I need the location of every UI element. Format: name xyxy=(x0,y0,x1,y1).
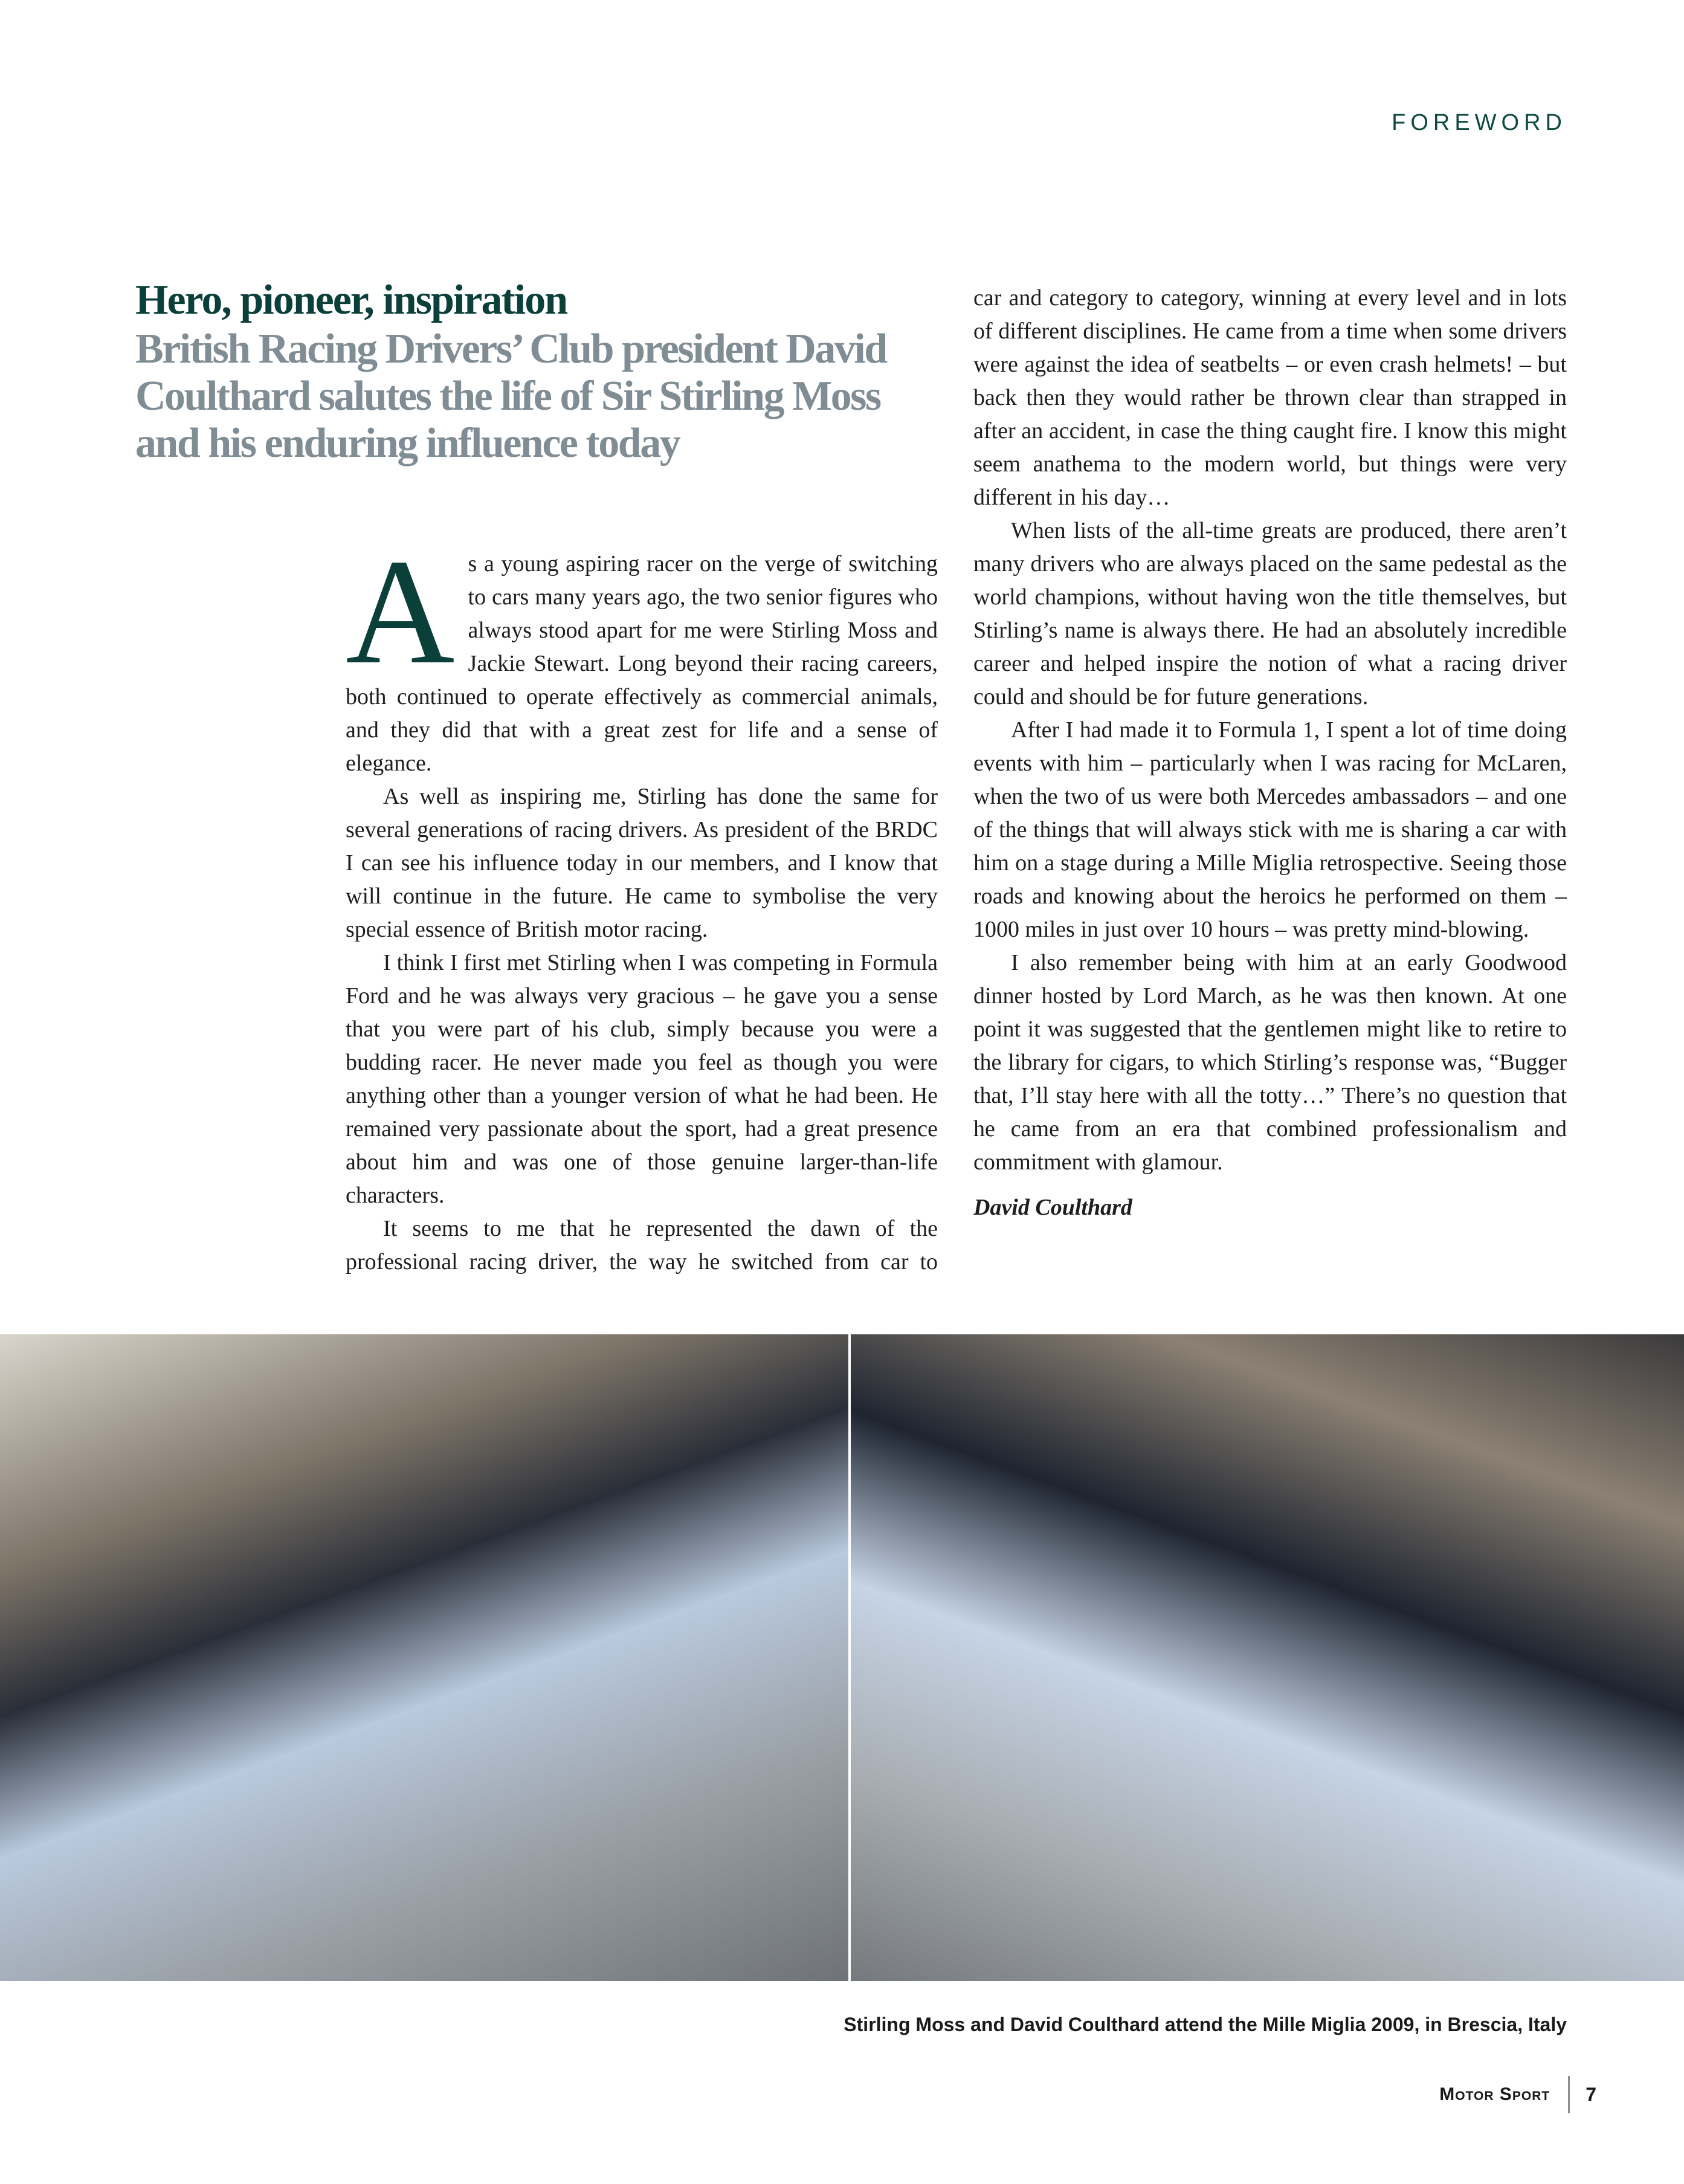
article-standfirst: British Racing Drivers’ Club president David Coulthard salutes the life of Sir Stirling Moss and his enduring influence today xyxy=(135,326,886,467)
paragraph: It seems to me that he represented the dawn of the professional racing driver, the way he switched from car to xyxy=(346,1216,938,1275)
photo-moss-coulthard-left xyxy=(0,1334,848,1981)
paragraph xyxy=(346,528,938,780)
headline-block xyxy=(135,275,945,467)
paragraph: After I had made it to Formula 1, I spent a lot of time doing events with him – particularly when I was racing for McLaren, when the two of us were both Mercedes ambassadors – and one of the things that will always stick with me is sharing a car with him on a stage during a Mille Miglia retrospective. Seeing those roads and knowing about the heroics he performed on them – 1000 miles in just over 10 hours – was pretty mind-blowing. xyxy=(973,717,1567,942)
paragraph: I think I first met Stirling when I was competing in Formula Ford and he was always very gracious – he gave you a sense that you were part of his club, simply because you were a budding racer. He never made you feel as though you were anything other than a younger version of what he had been. He remained very passionate about the sport, had a great presence about him and was one of those genuine larger-than-life characters. xyxy=(346,950,938,1208)
footer-divider xyxy=(1568,2076,1570,2113)
left-column xyxy=(346,528,938,1279)
section-label: FOREWORD xyxy=(1392,110,1567,135)
paragraph: I also remember being with him at an early Goodwood dinner hosted by Lord March, as he was then known. At one point it was suggested that the gentlemen might like to retire to the library for cigars, to which Stirling’s response was, “Bugger that, I’ll stay here with all the totty…” There’s no question that he came from an era that combined professionalism and commitment with glamour. xyxy=(973,950,1567,1175)
paragraph: As well as inspiring me, Stirling has done the same for several generations of racing drivers. As president of the BRDC I can see his influence today in our members, and I know that will continue in the future. He came to symbolise the very special essence of British motor racing. xyxy=(346,784,938,942)
paragraph: When lists of the all-time greats are produced, there aren’t many drivers who are always placed on the same pedestal as the world champions, without having won the title themselves, but Stirling’s name is always there. He had an absolutely incredible career and helped inspire the notion of what a racing driver could and should be for future generations. xyxy=(973,518,1567,709)
page-number: 7 xyxy=(1586,2083,1596,2105)
publication-name: Motor Sport xyxy=(1439,2084,1550,2104)
drop-cap: A xyxy=(346,528,455,696)
paragraph: car and category to category, winning at every level and in lots of different disciplines. He came from a time when some drivers were against the idea of seatbelts – or even crash helmets! – but back then they would rather be thrown clear than strapped in after an accident, in case the thing caught fire. I know this might seem anathema to the modern world, but things were very different in his day… xyxy=(973,285,1567,510)
page-footer xyxy=(1439,2076,1596,2113)
photo-caption: Stirling Moss and David Coulthard attend the Mille Miglia 2009, in Brescia, Italy xyxy=(844,2014,1567,2035)
right-column xyxy=(973,282,1567,1224)
paragraph-text: s a young aspiring racer on the verge of switching to cars many years ago, the two senior figures who always stood apart for me were Stirling Moss and Jackie Stewart. Long beyond their racing careers, both continued to operate effectively as commercial animals, and they did that with a great zest for life and a sense of elegance. xyxy=(346,551,938,776)
article-title: Hero, pioneer, inspiration xyxy=(135,277,567,323)
author-signature: David Coulthard xyxy=(973,1195,1132,1220)
photo-moss-coulthard-right xyxy=(851,1334,1684,1981)
